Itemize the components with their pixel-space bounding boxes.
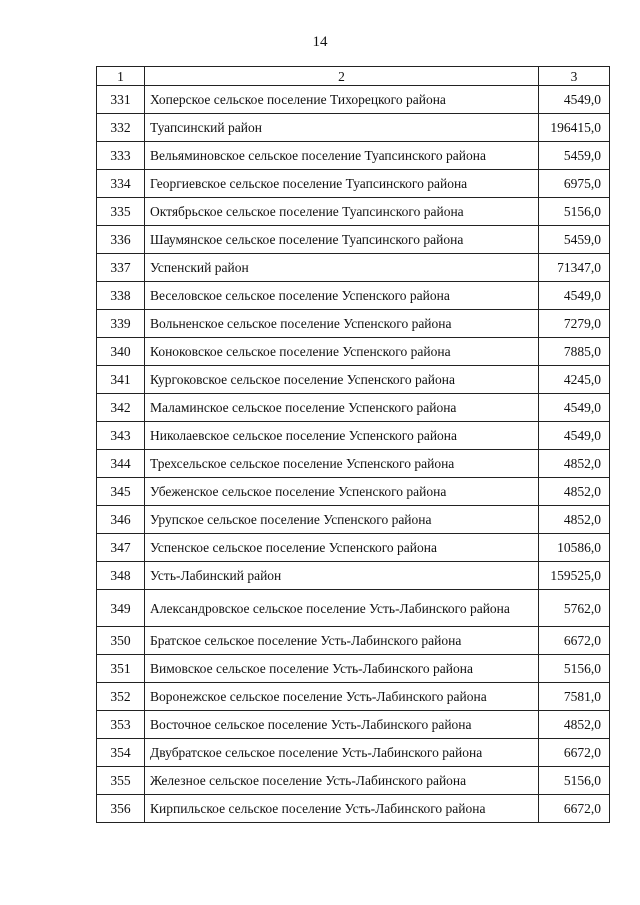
row-number: 352 (97, 683, 145, 711)
row-value: 4549,0 (539, 422, 610, 450)
row-value: 6672,0 (539, 795, 610, 823)
table-row (97, 86, 610, 114)
row-number: 336 (97, 226, 145, 254)
row-name: Воронежское сельское поселение Усть-Лабинского района (145, 683, 539, 711)
table-row (97, 282, 610, 310)
row-value: 5459,0 (539, 142, 610, 170)
table-row (97, 506, 610, 534)
table-row (97, 338, 610, 366)
row-value: 5156,0 (539, 767, 610, 795)
row-name: Хоперское сельское поселение Тихорецкого района (145, 86, 539, 114)
row-number: 350 (97, 627, 145, 655)
table-row (97, 226, 610, 254)
table-row (97, 450, 610, 478)
row-name: Урупское сельское поселение Успенского района (145, 506, 539, 534)
table-row (97, 170, 610, 198)
table-row (97, 683, 610, 711)
row-value: 4549,0 (539, 394, 610, 422)
row-value: 5156,0 (539, 655, 610, 683)
row-name: Железное сельское поселение Усть-Лабинского района (145, 767, 539, 795)
row-value: 4852,0 (539, 711, 610, 739)
row-name: Октябрьское сельское поселение Туапсинского района (145, 198, 539, 226)
header-col-3: 3 (539, 67, 610, 86)
row-name: Вимовское сельское поселение Усть-Лабинского района (145, 655, 539, 683)
row-value: 5156,0 (539, 198, 610, 226)
table-row (97, 767, 610, 795)
table-row (97, 795, 610, 823)
row-number: 333 (97, 142, 145, 170)
row-name: Георгиевское сельское поселение Туапсинского района (145, 170, 539, 198)
row-value: 196415,0 (539, 114, 610, 142)
row-number: 349 (97, 590, 145, 627)
row-name: Вельяминовское сельское поселение Туапсинского района (145, 142, 539, 170)
allocation-table (96, 66, 610, 823)
table-row (97, 394, 610, 422)
header-col-2: 2 (145, 67, 539, 86)
row-value: 4549,0 (539, 282, 610, 310)
row-number: 356 (97, 795, 145, 823)
table-header-row (97, 67, 610, 86)
table-row (97, 534, 610, 562)
row-value: 4852,0 (539, 450, 610, 478)
row-name: Николаевское сельское поселение Успенского района (145, 422, 539, 450)
row-number: 355 (97, 767, 145, 795)
table-row (97, 627, 610, 655)
row-number: 340 (97, 338, 145, 366)
row-name: Вольненское сельское поселение Успенского района (145, 310, 539, 338)
row-value: 71347,0 (539, 254, 610, 282)
row-number: 353 (97, 711, 145, 739)
table-row (97, 422, 610, 450)
row-name: Александровское сельское поселение Усть-Лабинского района (145, 590, 539, 627)
row-value: 5459,0 (539, 226, 610, 254)
row-name: Веселовское сельское поселение Успенского района (145, 282, 539, 310)
row-value: 6672,0 (539, 627, 610, 655)
row-number: 347 (97, 534, 145, 562)
row-value: 7279,0 (539, 310, 610, 338)
row-name: Трехсельское сельское поселение Успенского района (145, 450, 539, 478)
row-number: 335 (97, 198, 145, 226)
row-number: 354 (97, 739, 145, 767)
row-name: Двубратское сельское поселение Усть-Лабинского района (145, 739, 539, 767)
row-value: 7885,0 (539, 338, 610, 366)
row-number: 332 (97, 114, 145, 142)
row-name: Успенское сельское поселение Успенского района (145, 534, 539, 562)
row-name: Кургоковское сельское поселение Успенского района (145, 366, 539, 394)
row-name: Маламинское сельское поселение Успенского района (145, 394, 539, 422)
table-row (97, 310, 610, 338)
row-name: Убеженское сельское поселение Успенского района (145, 478, 539, 506)
row-value: 6672,0 (539, 739, 610, 767)
row-name: Братское сельское поселение Усть-Лабинского района (145, 627, 539, 655)
row-value: 4852,0 (539, 506, 610, 534)
row-number: 334 (97, 170, 145, 198)
row-value: 4245,0 (539, 366, 610, 394)
row-name: Туапсинский район (145, 114, 539, 142)
table-row (97, 366, 610, 394)
table-row (97, 655, 610, 683)
table-row (97, 478, 610, 506)
row-value: 7581,0 (539, 683, 610, 711)
row-value: 10586,0 (539, 534, 610, 562)
row-number: 339 (97, 310, 145, 338)
row-value: 159525,0 (539, 562, 610, 590)
row-value: 4852,0 (539, 478, 610, 506)
row-value: 5762,0 (539, 590, 610, 627)
page-number: 14 (312, 34, 328, 50)
header-col-1: 1 (97, 67, 145, 86)
table-row (97, 254, 610, 282)
row-number: 351 (97, 655, 145, 683)
row-number: 344 (97, 450, 145, 478)
row-name: Кирпильское сельское поселение Усть-Лабинского района (145, 795, 539, 823)
row-number: 338 (97, 282, 145, 310)
row-number: 345 (97, 478, 145, 506)
row-name: Шаумянское сельское поселение Туапсинского района (145, 226, 539, 254)
row-number: 346 (97, 506, 145, 534)
table-row (97, 739, 610, 767)
row-number: 342 (97, 394, 145, 422)
row-value: 6975,0 (539, 170, 610, 198)
row-number: 331 (97, 86, 145, 114)
row-name: Коноковское сельское поселение Успенского района (145, 338, 539, 366)
row-name: Успенский район (145, 254, 539, 282)
table-row (97, 198, 610, 226)
row-number: 348 (97, 562, 145, 590)
row-name: Усть-Лабинский район (145, 562, 539, 590)
table-row (97, 562, 610, 590)
row-name: Восточное сельское поселение Усть-Лабинского района (145, 711, 539, 739)
row-number: 341 (97, 366, 145, 394)
row-number: 343 (97, 422, 145, 450)
table-row (97, 590, 610, 627)
table-row (97, 711, 610, 739)
row-value: 4549,0 (539, 86, 610, 114)
table-row (97, 114, 610, 142)
table-row (97, 142, 610, 170)
row-number: 337 (97, 254, 145, 282)
